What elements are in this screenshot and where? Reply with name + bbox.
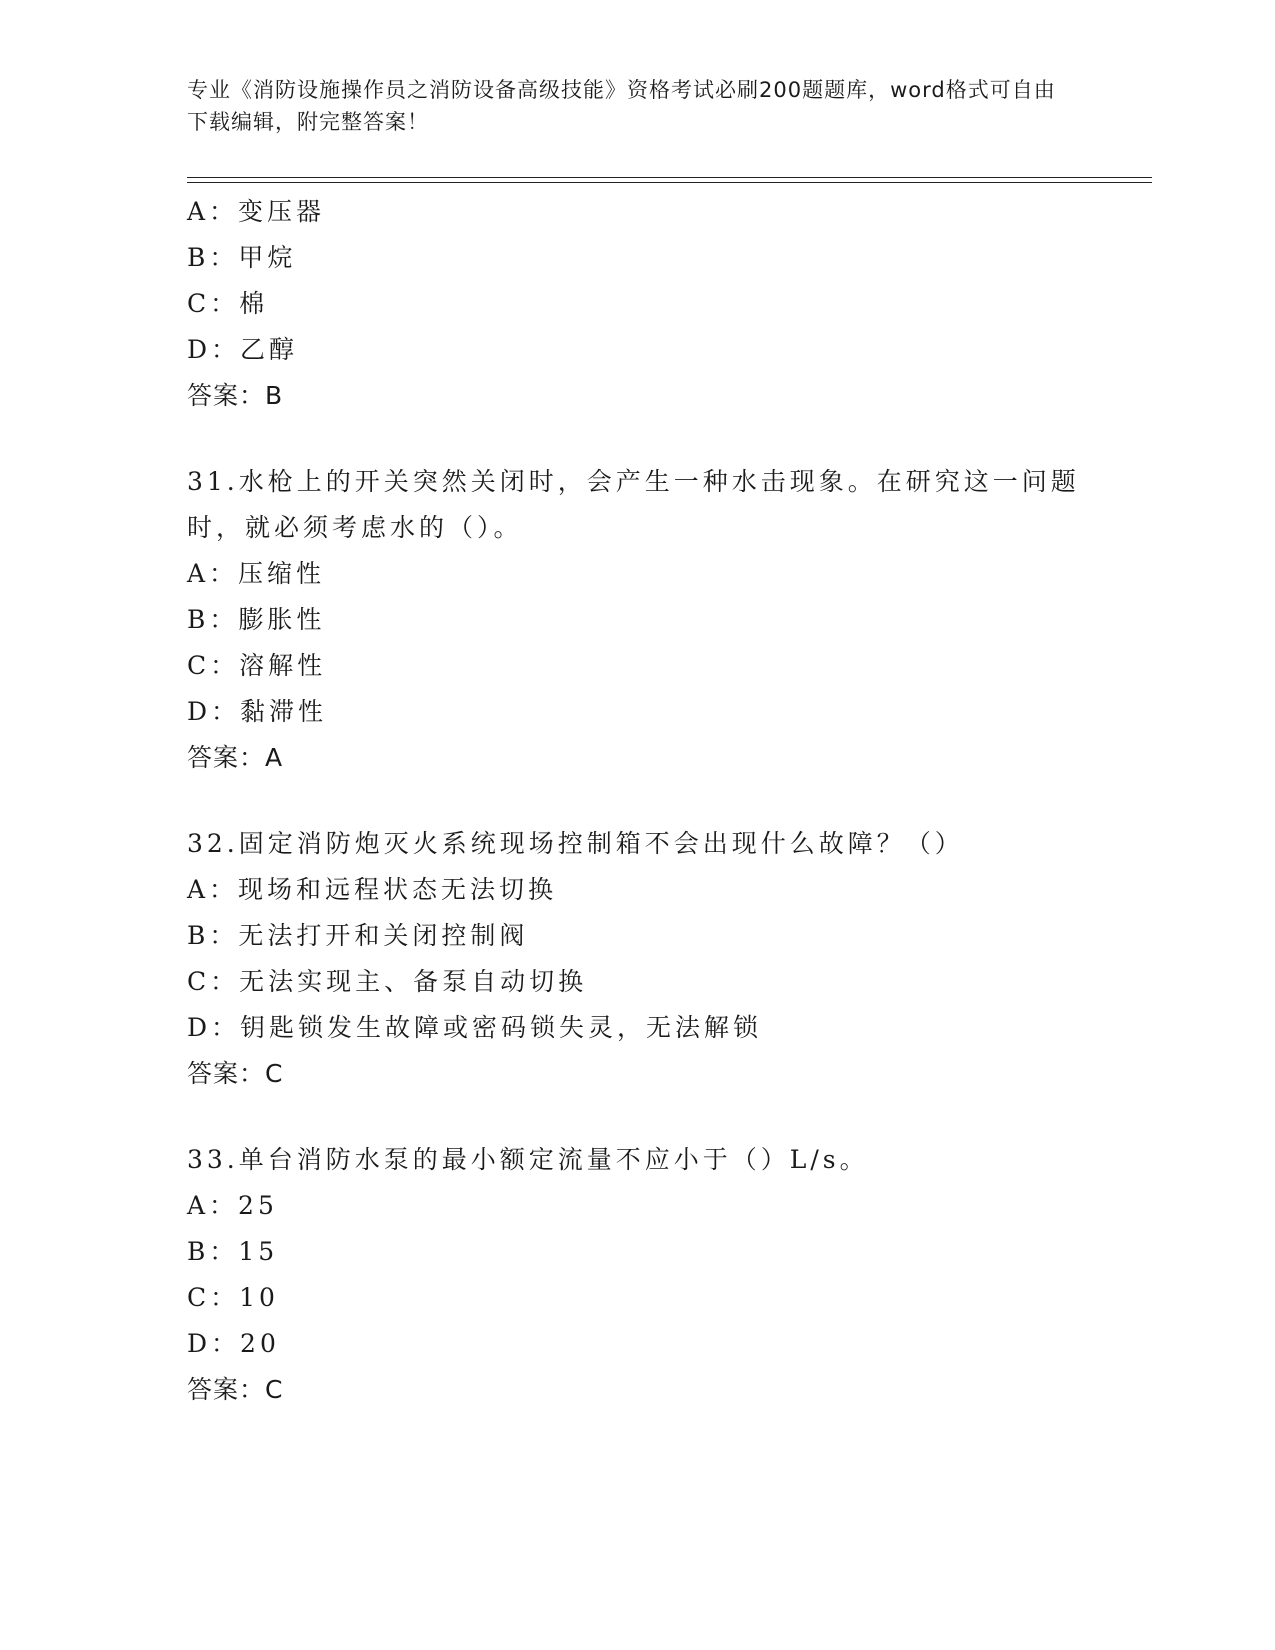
option-a: A：压缩性 — [187, 559, 326, 588]
header-divider-bottom — [187, 182, 1152, 183]
question-32 — [187, 821, 1087, 1097]
option-d: D：钥匙锁发生故障或密码锁失灵，无法解锁 — [187, 1013, 763, 1042]
option-d: D：20 — [187, 1329, 280, 1358]
answer-line: 答案：C — [187, 1375, 284, 1404]
question-stem: 时，就必须考虑水的（）。 — [187, 513, 523, 542]
question-stem: 32.固定消防炮灭火系统现场控制箱不会出现什么故障？（） — [187, 829, 964, 858]
question-stem: 31.水枪上的开关突然关闭时，会产生一种水击现象。在研究这一问题 — [187, 467, 1080, 496]
option-b: B：无法打开和关闭控制阀 — [187, 921, 529, 950]
answer-line: 答案：A — [187, 743, 284, 772]
option-c: C：棉 — [187, 289, 269, 318]
option-c: C：10 — [187, 1283, 279, 1312]
answer-line: 答案：C — [187, 1059, 284, 1088]
answer-line: 答案：B — [187, 381, 284, 410]
question-list — [187, 189, 1087, 1413]
option-c: C：溶解性 — [187, 651, 327, 680]
option-a: A：现场和远程状态无法切换 — [187, 875, 558, 904]
document-intro: 专业《消防设施操作员之消防设备高级技能》资格考试必刷200题题库，word格式可自由下载编辑，附完整答案！ — [187, 78, 1056, 134]
option-c: C：无法实现主、备泵自动切换 — [187, 967, 588, 996]
option-d: D：黏滞性 — [187, 697, 328, 726]
option-b: B：甲烷 — [187, 243, 297, 272]
question-continued — [187, 189, 1087, 419]
option-a: A：变压器 — [187, 197, 326, 226]
option-b: B：15 — [187, 1237, 279, 1266]
option-b: B：膨胀性 — [187, 605, 326, 634]
option-a: A：25 — [187, 1191, 278, 1220]
question-stem: 33.单台消防水泵的最小额定流量不应小于（）L/s。 — [187, 1145, 869, 1174]
question-33 — [187, 1137, 1087, 1413]
header-divider-top — [187, 177, 1152, 178]
question-31 — [187, 459, 1087, 781]
option-d: D：乙醇 — [187, 335, 299, 364]
